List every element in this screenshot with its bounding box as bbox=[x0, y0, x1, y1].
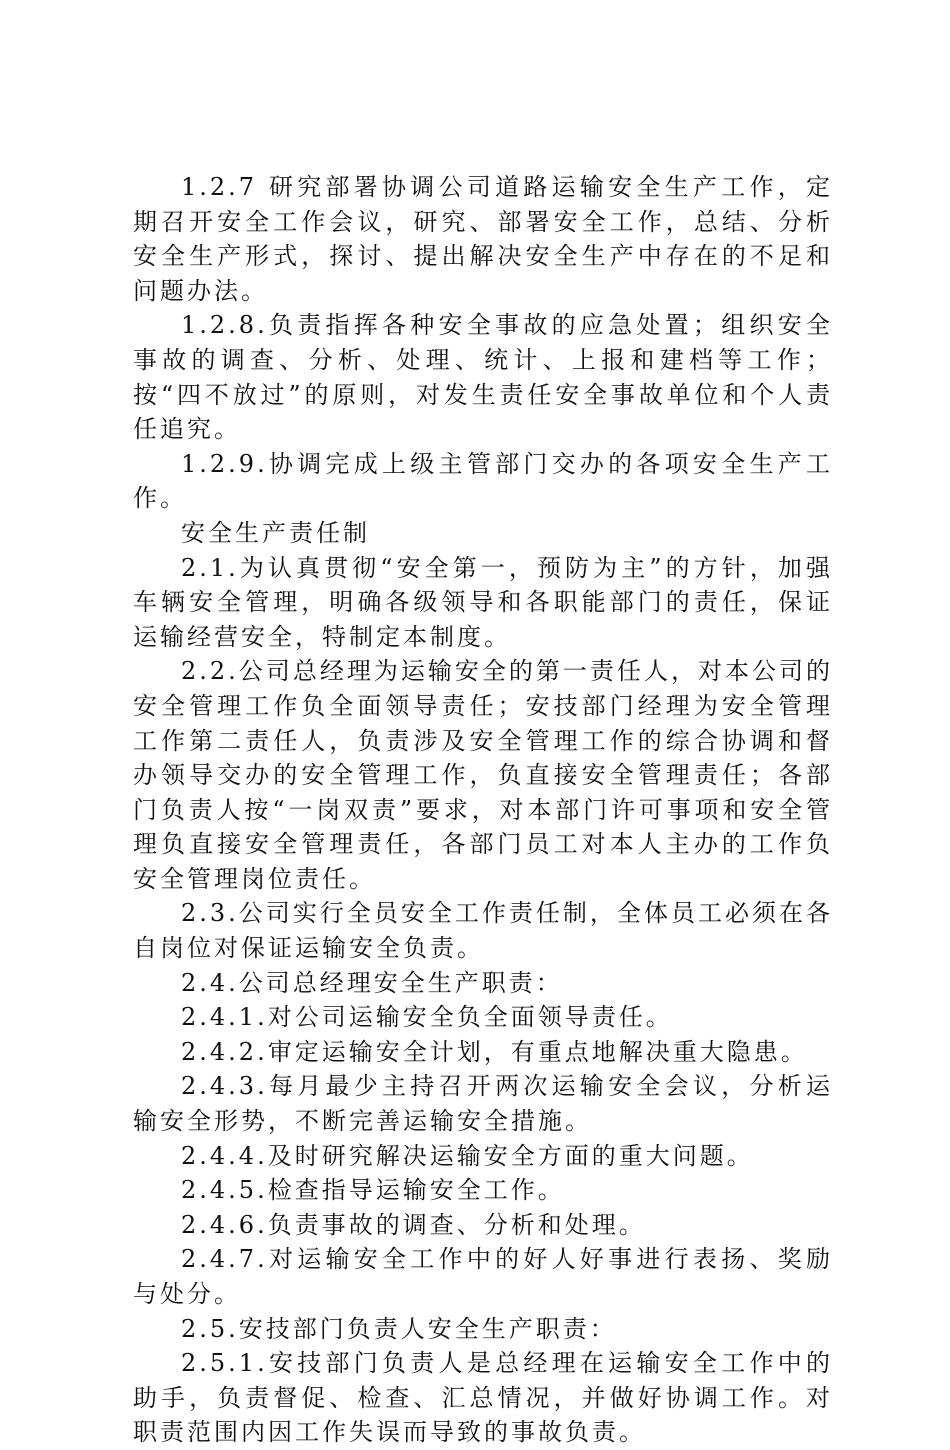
paragraph-2-4-7: 2.4.7.对运输安全工作中的好人好事进行表扬、奖励与处分。 bbox=[133, 1245, 833, 1308]
paragraph-2-4-1: 2.4.1.对公司运输安全负全面领导责任。 bbox=[181, 1003, 673, 1032]
paragraph-2-4-3: 2.4.3.每月最少主持召开两次运输安全会议，分析运输安全形势，不断完善运输安全措施。 bbox=[133, 1072, 833, 1136]
paragraph-1-2-7: 1.2.7 研究部署协调公司道路运输安全生产工作，定期召开安全工作会议，研究、部署安全工作，总结、分析安全生产形式，探讨、提出解决安全生产中存在的不足和问题办法。 bbox=[133, 173, 833, 305]
paragraph-1-2-9: 1.2.9.协调完成上级主管部门交办的各项安全生产工作。 bbox=[133, 449, 833, 513]
paragraph-2-5: 2.5.安技部门负责人安全生产职责： bbox=[181, 1314, 617, 1343]
paragraph-2-2: 2.2.公司总经理为运输安全的第一责任人，对本公司的安全管理工作负全面领导责任；安技部门经理为安全管理工作第二责任人，负责涉及安全管理工作的综合协调和督办领导交办的安全管理工作，负直接安全管理责任；各部门负责人按“一岗双责”要求，对本部门许可事项和安全管理负直接安全管理责任，各部门员工对本人主办的工作负安全管理岗位责任。 bbox=[133, 657, 833, 893]
paragraph-2-4-5: 2.4.5.检查指导运输安全工作。 bbox=[181, 1176, 565, 1205]
paragraph-2-4: 2.4.公司总经理安全生产职责： bbox=[181, 968, 563, 997]
paragraph-2-5-1: 2.5.1.安技部门负责人是总经理在运输安全工作中的助手，负责督促、检查、汇总情况，并做好协调工作。对职责范围内因工作失误而导致的事故负责。 bbox=[133, 1349, 833, 1447]
section-heading: 安全生产责任制 bbox=[181, 518, 370, 547]
paragraph-2-4-4: 2.4.4.及时研究解决运输安全方面的重大问题。 bbox=[181, 1141, 754, 1170]
paragraph-1-2-8: 1.2.8.负责指挥各种安全事故的应急处置；组织安全事故的调查、分析、处理、统计、上报和建档等工作；按“四不放过”的原则，对发生责任安全事故单位和个人责任追究。 bbox=[133, 311, 833, 444]
paragraph-2-1: 2.1.为认真贯彻“安全第一，预防为主”的方针，加强车辆安全管理，明确各级领导和各职能部门的责任，保证运输经营安全，特制定本制度。 bbox=[133, 553, 833, 651]
paragraph-2-4-6: 2.4.6.负责事故的调查、分析和处理。 bbox=[181, 1210, 646, 1239]
paragraph-2-3: 2.3.公司实行全员安全工作责任制，全体员工必须在各自岗位对保证运输安全负责。 bbox=[133, 899, 833, 963]
paragraph-2-4-2: 2.4.2.审定运输安全计划，有重点地解决重大隐患。 bbox=[181, 1037, 808, 1066]
document-body bbox=[133, 170, 833, 1450]
